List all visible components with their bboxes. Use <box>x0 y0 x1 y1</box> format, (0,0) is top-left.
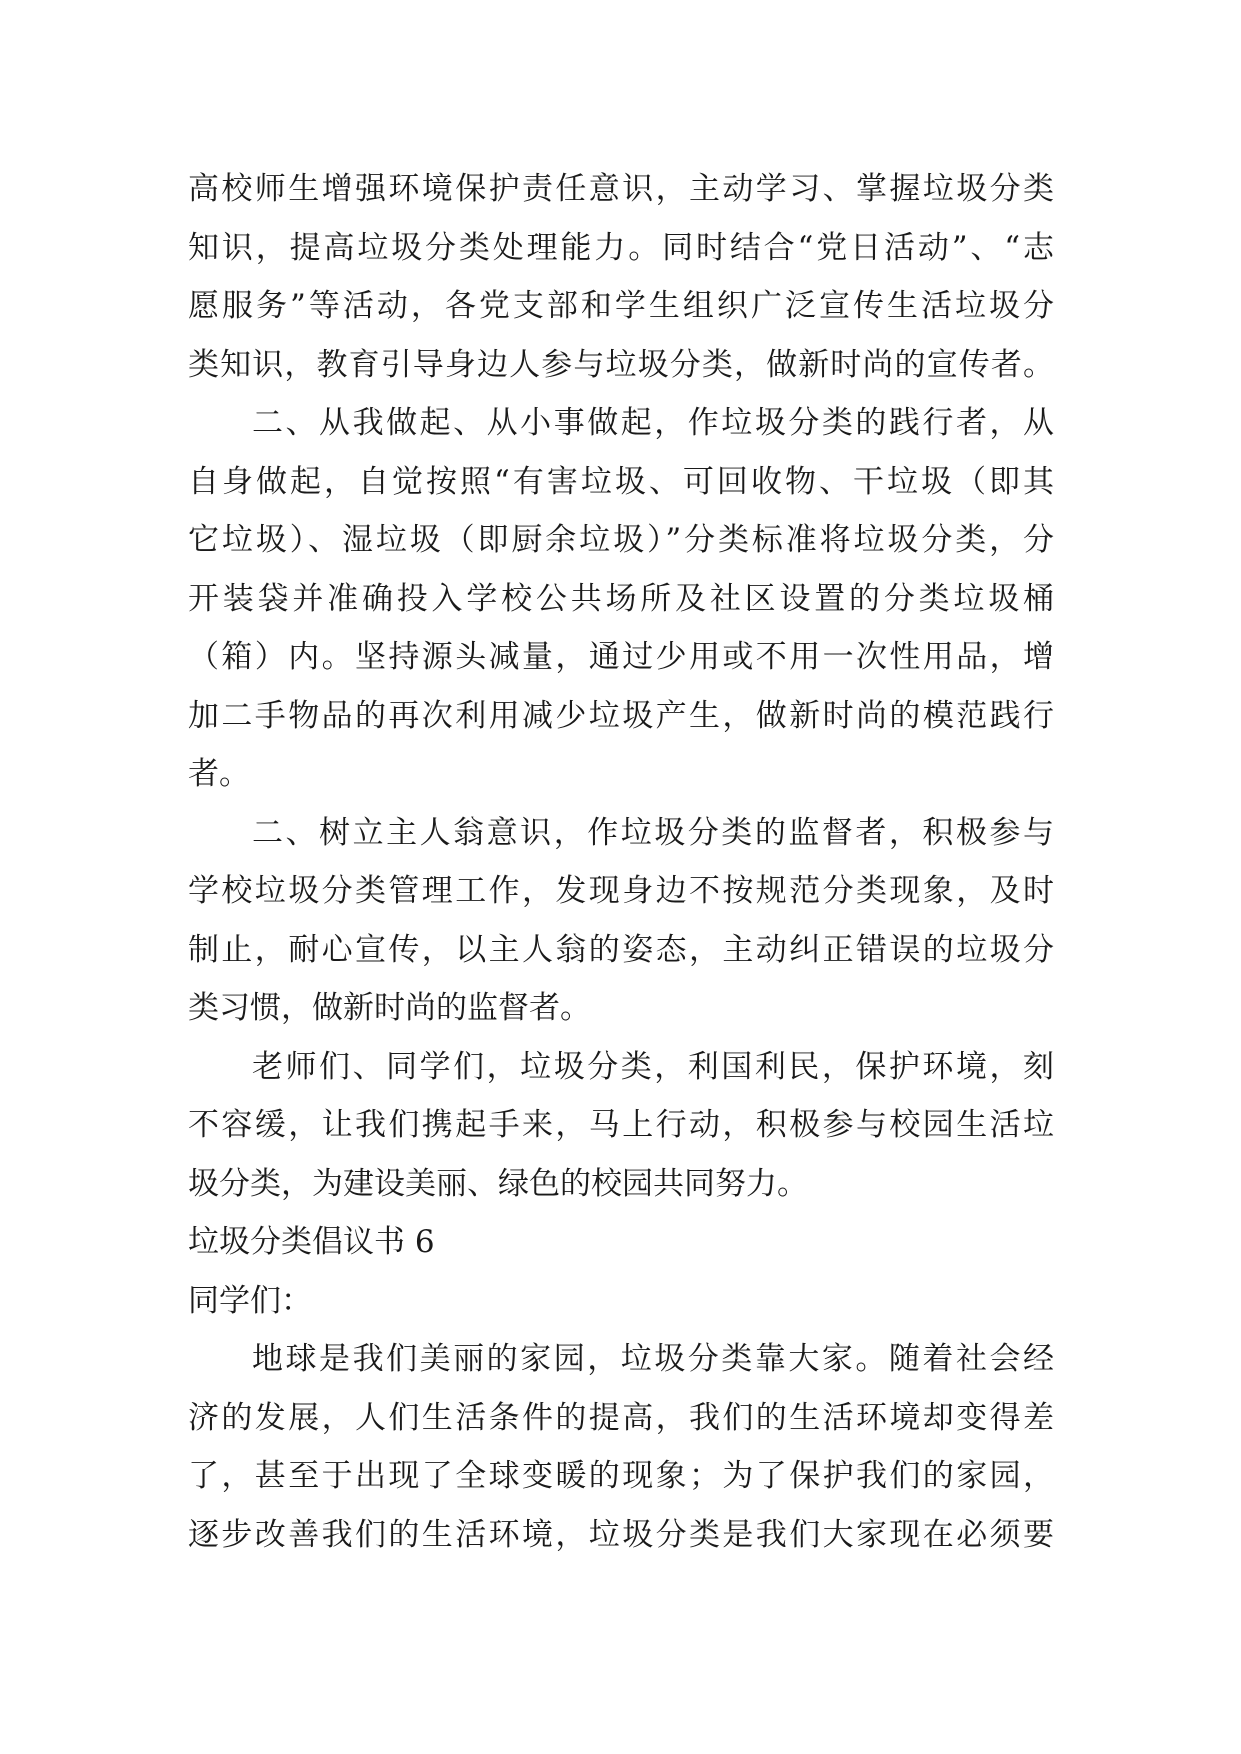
text-line <box>188 277 1054 336</box>
text-line-content: 制止，耐心宣传，以主人翁的姿态，主动纠正错误的垃圾分 <box>188 931 1054 968</box>
paragraph-first-line <box>188 804 1054 863</box>
paragraph-last-line <box>188 745 1054 804</box>
text-line <box>188 1506 1054 1565</box>
text-line-content: 自身做起，自觉按照“有害垃圾、可回收物、干垃圾（即其 <box>188 463 1054 500</box>
text-line-content: 开装袋并准确投入学校公共场所及社区设置的分类垃圾桶 <box>188 580 1054 617</box>
document-body <box>188 160 1054 1564</box>
section-heading <box>188 1213 1054 1272</box>
text-line-content: 者。 <box>188 756 250 792</box>
paragraph-first-line <box>188 1038 1054 1097</box>
text-line-content: （箱）内。坚持源头减量，通过少用或不用一次性用品，增 <box>188 639 1054 675</box>
text-line <box>188 570 1054 629</box>
text-line <box>188 1447 1054 1506</box>
text-line <box>188 1096 1054 1155</box>
text-line <box>188 511 1054 570</box>
salutation <box>188 1272 1054 1331</box>
text-line-content: 高校师生增强环境保护责任意识，主动学习、掌握垃圾分类 <box>188 171 1054 207</box>
text-line-content: 老师们、同学们，垃圾分类，利国利民，保护环境，刻 <box>252 1048 1054 1085</box>
text-line-content: 了，甚至于出现了全球变暖的现象；为了保护我们的家园， <box>188 1458 1054 1494</box>
section-heading-text: 垃圾分类倡议书 6 <box>188 1224 435 1260</box>
text-line-content: 地球是我们美丽的家园，垃圾分类靠大家。随着社会经 <box>252 1341 1054 1377</box>
text-line <box>188 160 1054 219</box>
text-line-content: 济的发展，人们生活条件的提高，我们的生活环境却变得差 <box>188 1399 1054 1436</box>
text-line-content: 加二手物品的再次利用减少垃圾产生，做新时尚的模范践行 <box>188 697 1054 734</box>
text-line <box>188 628 1054 687</box>
text-line <box>188 1389 1054 1448</box>
paragraph-last-line <box>188 1155 1054 1214</box>
text-line <box>188 862 1054 921</box>
text-line <box>188 921 1054 980</box>
text-line-content: 学校垃圾分类管理工作，发现身边不按规范分类现象，及时 <box>188 873 1054 909</box>
paragraph-first-line <box>188 394 1054 453</box>
text-line-content: 愿服务”等活动，各党支部和学生组织广泛宣传生活垃圾分 <box>188 288 1054 324</box>
text-line-content: 类知识，教育引导身边人参与垃圾分类，做新时尚的宣传者。 <box>188 346 1054 383</box>
text-line-content: 它垃圾）、湿垃圾（即厨余垃圾）”分类标准将垃圾分类，分 <box>188 522 1054 558</box>
text-line <box>188 453 1054 512</box>
text-line-content: 二、从我做起、从小事做起，作垃圾分类的践行者，从 <box>252 405 1054 441</box>
text-line <box>188 219 1054 278</box>
text-line <box>188 336 1054 395</box>
text-line-content: 不容缓，让我们携起手来，马上行动，积极参与校园生活垃 <box>188 1107 1054 1143</box>
text-line-content: 圾分类，为建设美丽、绿色的校园共同努力。 <box>188 1165 808 1202</box>
text-line-content: 逐步改善我们的生活环境，垃圾分类是我们大家现在必须要 <box>188 1516 1054 1553</box>
text-line-content: 二、树立主人翁意识，作垃圾分类的监督者，积极参与 <box>252 814 1054 851</box>
paragraph-last-line <box>188 979 1054 1038</box>
salutation-text: 同学们： <box>188 1282 312 1319</box>
text-line <box>188 687 1054 746</box>
paragraph-first-line <box>188 1330 1054 1389</box>
text-line-content: 知识，提高垃圾分类处理能力。同时结合“党日活动”、“志 <box>188 229 1054 266</box>
text-line-content: 类习惯，做新时尚的监督者。 <box>188 990 591 1026</box>
